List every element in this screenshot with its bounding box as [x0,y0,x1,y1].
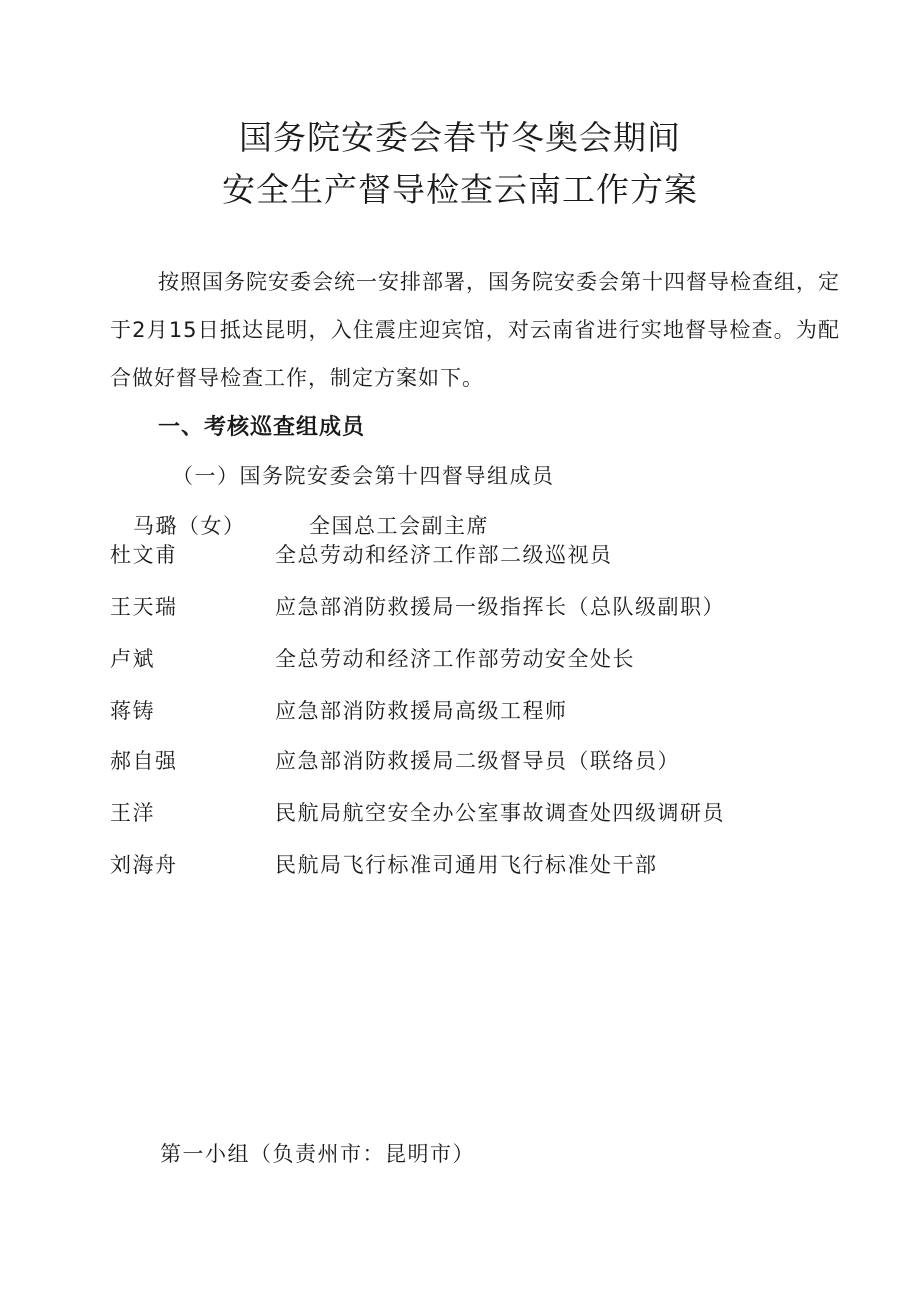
document-title-line-1: 国务院安委会春节冬奥会期间 [239,118,681,157]
member-name: 卢斌 [110,647,155,671]
member-name: 马璐（女） [133,514,246,538]
member-role: 全国总工会副主席 [309,514,489,538]
member-role: 民航局航空安全办公室事故调查处四级调研员 [275,801,725,825]
member-role: 全总劳动和经济工作部劳动安全处长 [275,647,635,671]
member-name: 王天瑞 [110,595,178,619]
member-name: 杜文甫 [110,543,178,567]
member-role: 应急部消防救援局一级指挥长（总队级副职） [275,595,725,619]
member-role: 民航局飞行标准司通用飞行标准处干部 [275,853,658,877]
section-heading-members: 一、考核巡查组成员 [158,415,366,440]
document-title-line-2: 安全生产督导检查云南工作方案 [222,170,698,209]
member-name: 刘海舟 [110,853,178,877]
intro-paragraph: 按照国务院安委会统一安排部署，国务院安委会第十四督导检查组，定于2月15日抵达昆明，入住震庄迎宾馆，对云南省进行实地督导检查。为配合做好督导检查工作，制定方案如下。 [110,270,840,390]
member-role: 全总劳动和经济工作部二级巡视员 [275,543,613,567]
subsection-heading-group-members: （一）国务院安委会第十四督导组成员 [172,464,555,488]
member-role: 应急部消防救援局高级工程师 [275,699,568,723]
member-name: 王洋 [110,801,155,825]
member-name: 蒋铸 [110,699,155,723]
member-role: 应急部消防救援局二级督导员（联络员） [275,749,680,773]
member-name: 郝自强 [110,749,178,773]
group-one-heading: 第一小组（负责州市：昆明市） [160,1142,475,1166]
